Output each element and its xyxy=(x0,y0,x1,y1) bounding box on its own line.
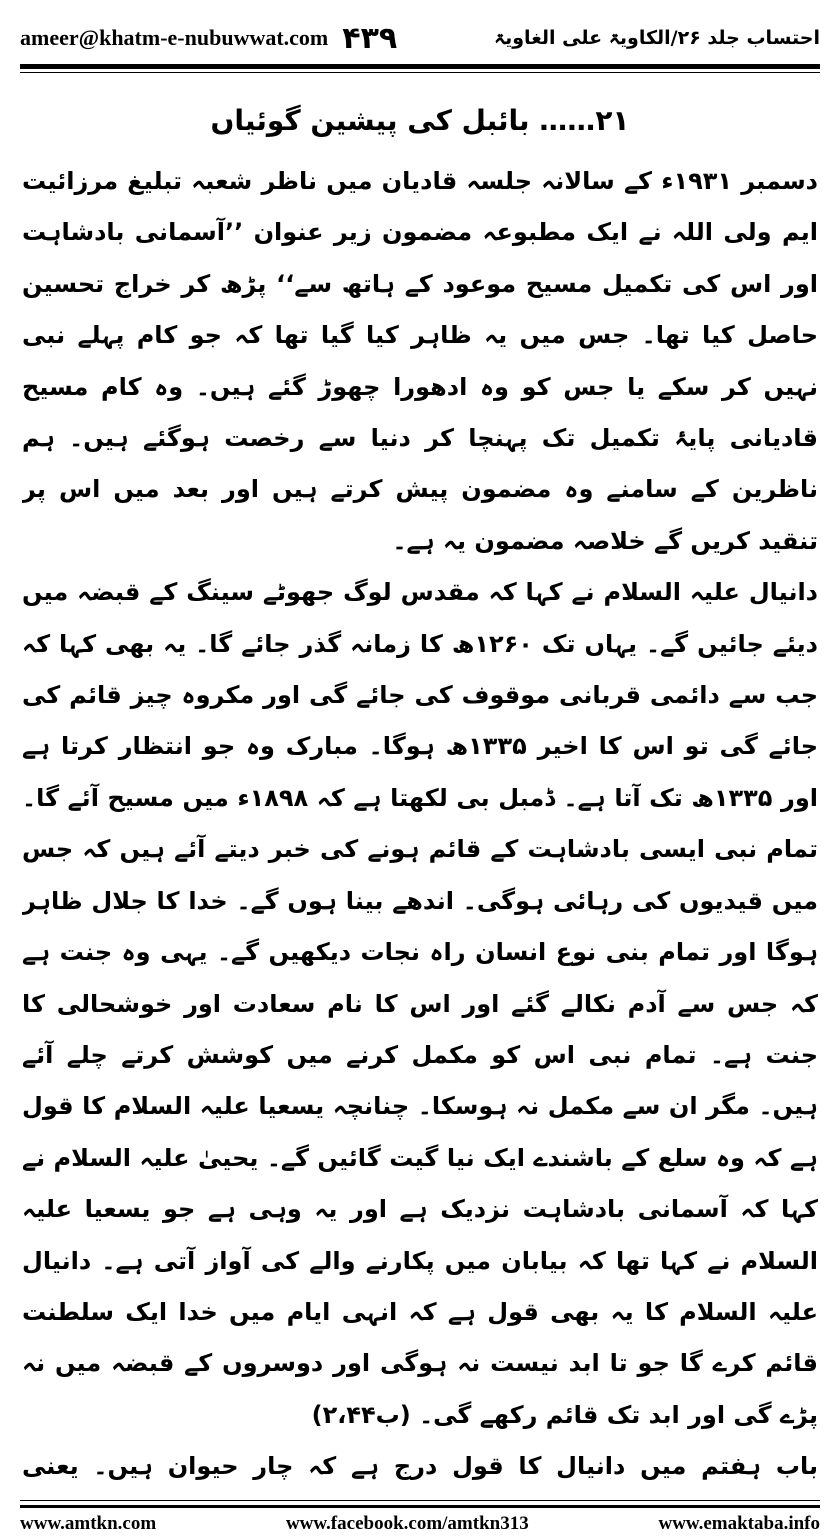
page-header xyxy=(20,16,820,60)
running-title: احتساب جلد ۲۶/الکاویۃ علی الغاویۃ xyxy=(493,27,820,49)
body-text xyxy=(22,156,818,1494)
page-footer xyxy=(20,1512,820,1536)
page-number: ۴۳۹ xyxy=(342,20,398,56)
footer-link-emaktaba[interactable]: www.emaktaba.info xyxy=(658,1513,820,1534)
footer-rule-thin xyxy=(20,1500,820,1501)
header-email: ameer@khatm-e-nubuwwat.com xyxy=(20,25,329,50)
footer-link-facebook[interactable]: www.facebook.com/amtkn313 xyxy=(285,1513,529,1534)
paragraph-2: دانیال علیہ السلام نے کہا کہ مقدس لوگ جھوٹے سینگ کے قبضہ میں دیئے جائیں گے۔ یہاں تک ۱۲۶۰ھ کا زمانہ گذر جائے گا۔ یہ بھی کہا کہ جب سے دائمی قربانی موقوف کی جائے گی اور مکروہ چیز قائم کی جائے گی تو اس کا اخیر ۱۳۳۵ھ ہوگا۔ مبارک وہ جو انتظار کرتا ہے اور ۱۳۳۵ھ تک آتا ہے۔ ڈمبل بی لکھتا ہے کہ ۱۸۹۸ء میں مسیح آئے گا۔ تمام نبی ایسی بادشاہت کے قائم ہونے کی خبر دیتے آئے ہیں کہ جس میں قیدیوں کی رہائی ہوگی۔ اندھے بینا ہوں گے۔ خدا کا جلال ظاہر ہوگا اور تمام بنی نوع انسان راہ نجات دیکھیں گے۔ یہی وہ جنت ہے کہ جس سے آدم نکالے گئے اور اس کا نام سعادت اور خوشحالی کا جنت ہے۔ تمام نبی اس کو مکمل کرنے میں کوشش کرتے چلے آئے ہیں۔ مگر ان سے مکمل نہ ہوسکا۔ چنانچہ یسعیا علیہ السلام کا قول ہے کہ وہ سلع کے باشندے ایک نیا گیت گائیں گے۔ یحییٰ علیہ السلام نے کہا کہ آسمانی بادشاہت نزدیک ہے اور یہ وہی ہے جو یسعیا علیہ السلام نے کہا تھا کہ بیابان میں پکارنے والے کی آواز آتی ہے۔ دانیال علیہ السلام کا یہ بھی قول ہے کہ انہی ایام میں خدا ایک سلطنت قائم کرے گا جو تا ابد نیست نہ ہوگی اور دوسروں کے قبضہ میں نہ پڑے گی اور ابد تک قائم رکھے گی۔ (ب۲،۴۴) xyxy=(22,578,818,1429)
header-left xyxy=(20,21,397,56)
footer-link-amtkn[interactable]: www.amtkn.com xyxy=(20,1513,157,1534)
header-rule-thin xyxy=(20,72,820,73)
paragraph-3: باب ہفتم میں دانیال کا قول درج ہے کہ چار حیوان ہیں۔ یعنی xyxy=(22,1452,818,1481)
section-title: ۲۱…… بائبل کی پیشین گوئیاں xyxy=(210,104,630,137)
paragraph-1: دسمبر ۱۹۳۱ء کے سالانہ جلسہ قادیان میں ناظر شعبہ تبلیغ مرزائیت ایم ولی اللہ نے ایک مطبوعہ مضمون زیر عنوان ’’آسمانی بادشاہت اور اس کی تکمیل مسیح موعود کے ہاتھ سے‘‘ پڑھ کر خراج تحسین حاصل کیا تھا۔ جس میں یہ ظاہر کیا گیا تھا کہ جو کام پہلے نبی نہیں کر سکے یا جس کو وہ ادھورا چھوڑ گئے ہیں۔ وہ کام مسیح قادیانی پایۂ تکمیل تک پہنچا کر دنیا سے رخصت ہوگئے ہیں۔ ہم ناظرین کے سامنے وہ مضمون پیش کرتے ہیں اور بعد میں اس پر تنقید کریں گے خلاصہ مضمون یہ ہے۔ xyxy=(22,167,818,555)
header-rule-thick xyxy=(20,64,820,69)
footer-rule-thick xyxy=(20,1505,820,1508)
